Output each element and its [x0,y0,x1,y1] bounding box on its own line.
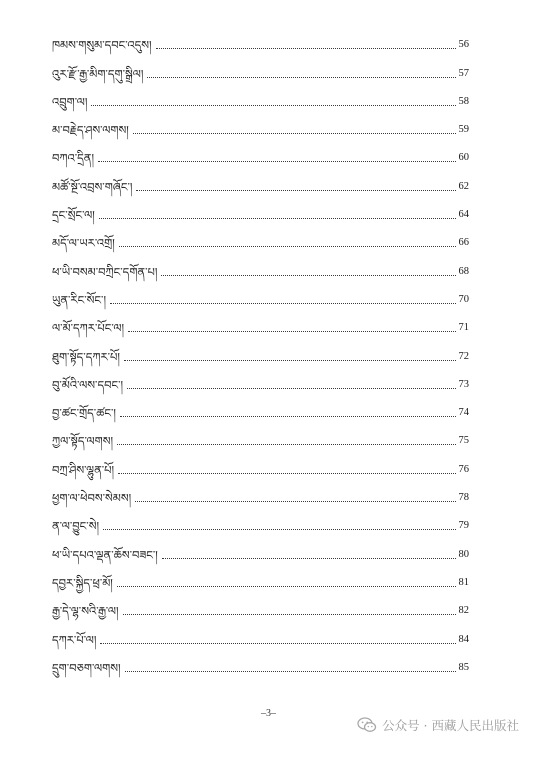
toc-entry[interactable] [52,52,469,80]
dot-leader [162,558,456,559]
toc-entry-page: 76 [458,463,469,475]
toc-entry-title: དྲང་སྲོང་ལ། [52,208,95,223]
toc-entry[interactable] [52,194,469,222]
toc-entry-title: ཁམས་གསུམ་དབང་འདུས། [52,38,152,53]
wechat-icon [357,717,377,733]
dot-leader [161,275,455,276]
dot-leader [125,671,456,672]
toc-entry-title: ཡུན་རིང་སོང་། [52,292,107,307]
toc-entry-title: དབྱར་སྐྱིད་ཕྲ་མོ། [52,575,113,590]
toc-entry-title: མ་བརྗེད་ཤས་ལགས། [52,123,129,138]
toc-entry-page: 73 [458,378,469,390]
toc-entry-title: དྲུག་བཅག་ལགས། [52,660,121,675]
dot-leader [124,360,456,361]
watermark-label: 公众号 · 西藏人民出版社 [382,718,519,733]
toc-entry-page: 84 [458,633,469,645]
toc-entry[interactable] [52,364,469,392]
dot-leader [100,643,455,644]
toc-entry-page: 85 [458,661,469,673]
toc-entry-title: བཀའ་དྲིན། [52,151,95,166]
toc-entry-page: 78 [458,492,469,504]
toc-entry[interactable] [52,165,469,193]
dot-leader [118,473,455,474]
toc-entry-page: 62 [458,180,469,192]
toc-entry[interactable] [52,618,469,646]
dot-leader [147,77,455,78]
dot-leader [156,48,456,49]
dot-leader [103,529,455,530]
toc-entry-title: འུར་རྫོ་རྒྱ་མིག་དགུ་སྒྲིལ། [52,66,144,81]
toc-entry-title: བུ་མོའི་ལས་དབང་། [52,377,124,392]
toc-entry-title: ཐུག་སྟོད་དཀར་པོ། [52,349,120,364]
dot-leader [91,105,455,106]
toc-entry[interactable] [52,109,469,137]
toc-entry-title: བྱ་ཚང་གྲོད་ཚང་། [52,406,116,421]
toc-entry[interactable] [52,647,469,675]
toc-entry-page: 56 [458,39,469,51]
toc-entry-page: 59 [458,124,469,136]
toc-entry-title: ལ་མོ་དཀར་པོང་ལ། [52,321,125,336]
toc-entry-page: 74 [458,407,469,419]
toc-entry-page: 60 [458,152,469,164]
dot-leader [128,331,455,332]
toc-entry[interactable] [52,279,469,307]
dot-leader [123,614,456,615]
toc-entry[interactable] [52,222,469,250]
toc-entry[interactable] [52,392,469,420]
dot-leader [120,416,456,417]
toc-entry[interactable] [52,562,469,590]
toc-entry-title: ཕ་ཡི་དཔའ་ལྡན་ཆོས་བཟང་། [52,547,158,562]
table-of-contents [52,24,469,675]
page-number: –3– [261,708,276,719]
toc-entry-title: ཕ་ཡི་བསམ་བཀྲིང་དགོན་པ། [52,264,158,279]
dot-leader [117,586,456,587]
toc-entry-title: ཕྱག་ལ་ཕེབས་སེམས། [52,491,132,506]
toc-entry-page: 68 [458,265,469,277]
toc-entry[interactable] [52,448,469,476]
toc-entry-page: 75 [458,435,469,447]
toc-entry-title: འབྲུག་ལ། [52,94,88,109]
toc-entry-page: 80 [458,548,469,560]
toc-entry-title: རྒྱ་དེ་ལྷ་སའི་རྒྱ་ལ། [52,604,119,619]
dot-leader [119,246,456,247]
dot-leader [127,388,455,389]
toc-entry-page: 57 [458,67,469,79]
toc-entry[interactable] [52,24,469,52]
toc-entry[interactable] [52,505,469,533]
toc-entry[interactable] [52,81,469,109]
toc-entry[interactable] [52,477,469,505]
dot-leader [117,444,455,445]
toc-entry-page: 81 [458,576,469,588]
toc-entry-title: མདོ་ལ་ཡར་འགྲོ། [52,236,115,251]
dot-leader [98,161,455,162]
toc-entry-title: བཀྲ་ཤིས་ལྷུན་པོ། [52,462,115,477]
toc-entry-page: 66 [458,237,469,249]
toc-entry-page: 71 [458,322,469,334]
dot-leader [110,303,455,304]
dot-leader [133,133,456,134]
toc-entry-page: 70 [458,293,469,305]
toc-entry-title: ན་ལ་བྱུང་སེ། [52,519,100,534]
watermark [357,716,519,734]
toc-entry[interactable] [52,307,469,335]
toc-entry-page: 64 [458,209,469,221]
toc-entry[interactable] [52,533,469,561]
dot-leader [99,218,456,219]
toc-entry-title: མཚོ་སྔོ་འབྲས་གཞོང་། [52,179,133,194]
toc-entry[interactable] [52,420,469,448]
toc-entry-page: 72 [458,350,469,362]
dot-leader [135,501,455,502]
toc-entry[interactable] [52,590,469,618]
toc-entry-title: དཀར་པོ་ལ། [52,632,97,647]
toc-entry-page: 82 [458,605,469,617]
toc-entry-title: ཀྱལ་སྟོད་ལགས། [52,434,114,449]
toc-entry-page: 58 [458,95,469,107]
dot-leader [136,190,455,191]
toc-entry[interactable] [52,250,469,278]
toc-entry[interactable] [52,335,469,363]
toc-entry-page: 79 [458,520,469,532]
toc-entry[interactable] [52,137,469,165]
